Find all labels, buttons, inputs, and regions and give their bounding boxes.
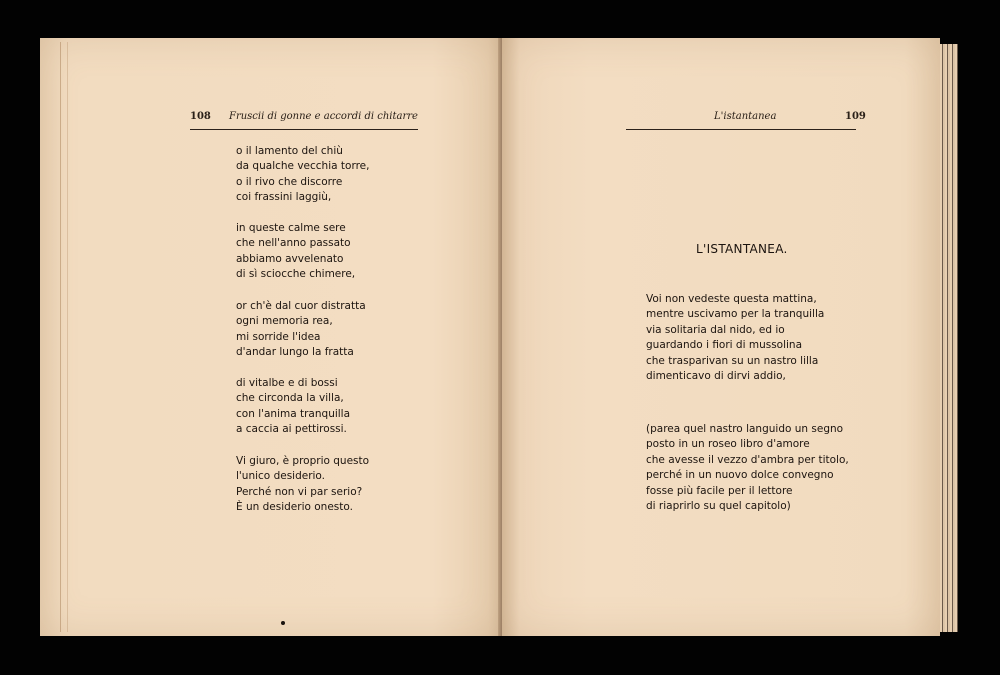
- verse-line: da qualche vecchia torre,: [236, 160, 370, 173]
- verse-line: fosse più facile per il lettore: [646, 484, 793, 497]
- verse-line: (parea quel nastro languido un segno: [646, 423, 844, 435]
- left-page: [40, 38, 502, 636]
- open-book: [40, 38, 958, 636]
- verse-line: o il rivo che discorre: [236, 175, 343, 188]
- verse-line: che avesse il vezzo d'ambra per titolo,: [646, 453, 849, 466]
- verse-line: dimenticavo di dirvi addio,: [646, 370, 786, 383]
- verse-line: di vitalbe e di bossi: [236, 377, 338, 389]
- verse-line: Vi giuro, è proprio questo: [236, 455, 370, 467]
- right-stanza-1: [646, 292, 824, 384]
- left-stanza-2: [236, 221, 355, 283]
- verse-line: di sì sciocche chimere,: [236, 268, 356, 281]
- verse-line: d'andar lungo la fratta: [236, 346, 354, 359]
- verse-line: mentre uscivamo per la tranquilla: [646, 308, 825, 321]
- verse-line: abbiamo avvelenato: [236, 252, 344, 265]
- verse-line: Voi non vedeste questa mattina,: [646, 293, 817, 305]
- left-running-title: Fruscii di gonne e accordi di chitarre: [229, 111, 418, 122]
- verse-line: perché in un nuovo dolce convegno: [646, 469, 834, 482]
- left-stanza-4: [236, 376, 350, 438]
- verse-line: che nell'anno passato: [236, 237, 351, 250]
- verse-line: Perché non vi par serio?: [236, 485, 363, 498]
- verse-line: via solitaria dal nido, ed io: [646, 323, 785, 336]
- verse-line: ogni memoria rea,: [236, 315, 333, 328]
- right-page-number: 109: [845, 111, 866, 122]
- verse-line: a caccia ai pettirossi.: [236, 423, 347, 436]
- left-stanza-3: [236, 299, 366, 361]
- page-block-edges: [940, 44, 958, 632]
- verse-line: guardando i fiori di mussolina: [646, 339, 803, 352]
- poem-title: L'ISTANTANEA.: [696, 242, 788, 256]
- verse-line: or ch'è dal cuor distratta: [236, 300, 366, 312]
- right-header-rule: [626, 129, 856, 130]
- verse-line: mi sorride l'idea: [236, 330, 321, 343]
- verse-line: con l'anima tranquilla: [236, 407, 351, 420]
- verse-line: È un desiderio onesto.: [236, 501, 353, 514]
- left-page-number: 108: [190, 111, 211, 122]
- right-page: [502, 38, 940, 636]
- printer-mark-dot: [281, 621, 285, 625]
- verse-line: l'unico desiderio.: [236, 470, 326, 483]
- verse-line: in queste calme sere: [236, 222, 346, 234]
- verse-line: che circonda la villa,: [236, 392, 344, 405]
- verse-line: che trasparivan su un nastro lilla: [646, 354, 819, 367]
- left-stanza-5: [236, 454, 369, 516]
- right-running-title: L'istantanea: [714, 111, 777, 122]
- right-stanza-2: [646, 422, 849, 514]
- verse-line: di riaprirlo su quel capitolo): [646, 500, 791, 513]
- verse-line: o il lamento del chiù: [236, 145, 343, 157]
- left-header-rule: [190, 129, 418, 130]
- verse-line: coi frassini laggiù,: [236, 191, 332, 204]
- left-stanza-1: [236, 144, 369, 206]
- verse-line: posto in un roseo libro d'amore: [646, 438, 810, 451]
